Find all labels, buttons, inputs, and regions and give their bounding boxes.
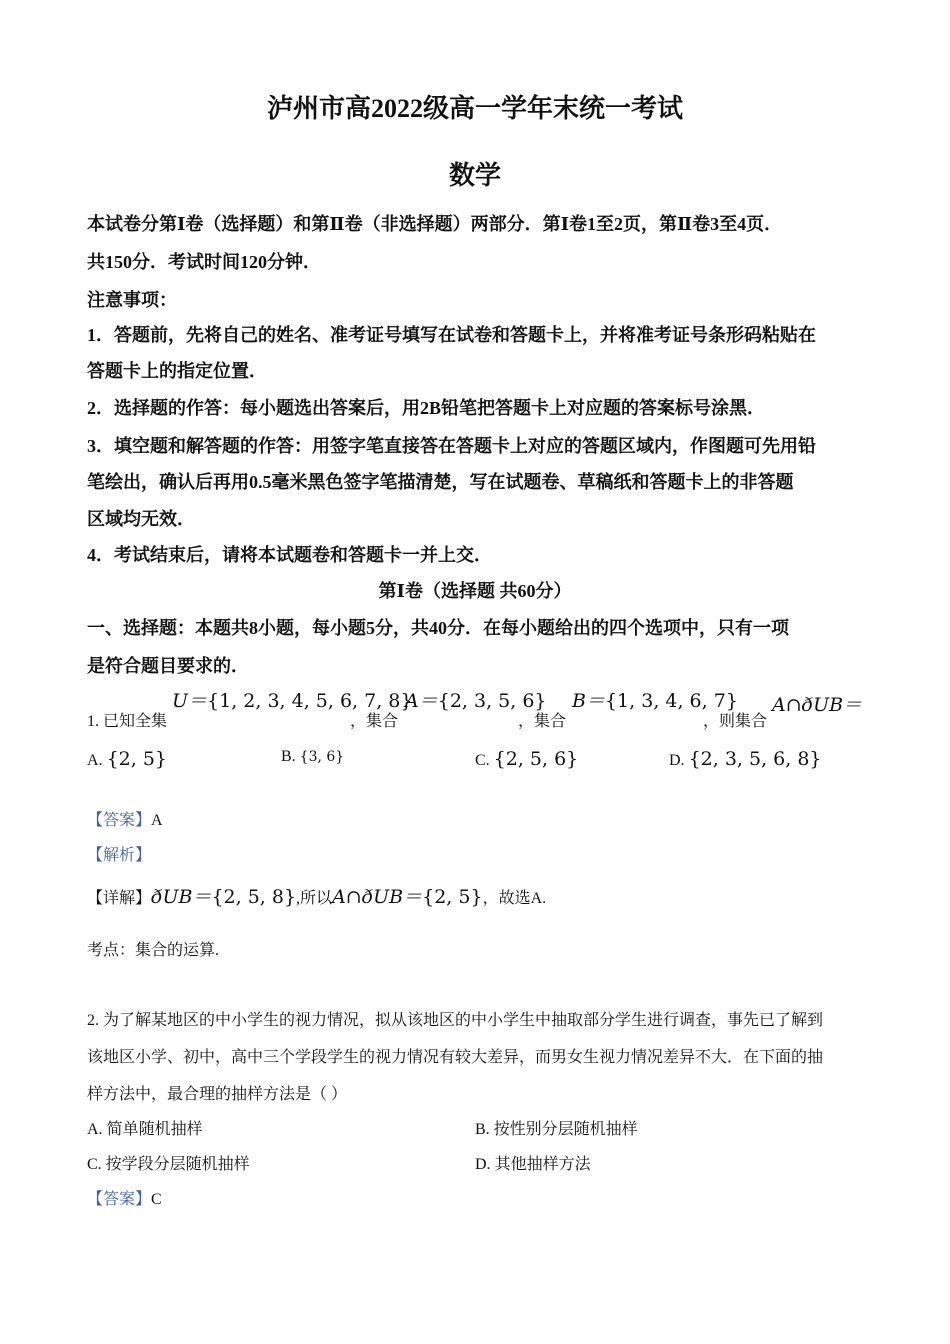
q1-sep-2: ，集合 [518,713,567,730]
q1-option-label: C. [475,752,490,769]
q2-option-label: A. [87,1121,103,1138]
q1-answer [87,807,163,830]
q2-option-label: D. [475,1156,491,1173]
q1-option-value: {2, 5} [106,748,167,770]
notice-line: 4．考试结束后，请将本试题卷和答题卡一并上交． [87,545,492,565]
q1-note: 考点：集合的运算. [87,942,220,959]
q2-option-b [475,1116,638,1139]
notice-line: 1．答题前，先将自己的姓名、准考证号填写在试卷和答题卡上，并将准考证号条形码粘贴在 [87,325,816,345]
detail-tag: 【详解】 [87,890,152,907]
q1-option-value: {2, 3, 5, 6, 8} [688,748,822,770]
q1-b-expr: B＝ [572,690,605,712]
q1-ask-expr: A∩ðUB＝ [772,694,863,716]
part-one-line-1: 一、选择题：本题共8小题，每小题5分，共40分．在每小题给出的四个选项中，只有一项 [87,618,789,638]
subject-title: 数学 [448,161,501,190]
q1-option-c [475,748,578,770]
part-one-line-2: 是符合题目要求的． [87,656,249,676]
detail-expr-1: ðUB＝ [151,886,212,908]
q1-option-value: {3, 6} [299,749,345,765]
q2-option-value: 按性别分层随机抽样 [493,1121,638,1138]
q1-option-label: D. [669,752,685,769]
q2-option-label: C. [87,1156,102,1173]
intro-line-2: 共150分．考试时间120分钟． [87,252,321,272]
intro-line-1: 本试卷分第Ⅰ卷（选择题）和第Ⅱ卷（非选择题）两部分．第Ⅰ卷1至2页，第Ⅱ卷3至4页． [87,214,783,234]
q1-b-set: {1, 3, 4, 6, 7} [604,690,738,712]
q2-option-value: 按学段分层随机抽样 [105,1156,250,1173]
answer-value: A [151,812,163,829]
detail-set-2: {2, 5} [422,886,483,908]
detail-mid: ,所以 [296,890,333,907]
q1-option-value: {2, 5, 6} [493,748,579,770]
detail-end: ，故选A. [482,890,547,907]
notice-line: 笔绘出，确认后再用0.5毫米黑色签字笔描清楚，写在试题卷、草稿纸和答题卡上的非答题 [87,472,794,492]
q2-option-d [475,1151,591,1174]
q1-analysis-tag: 【解析】 [87,847,152,864]
answer-tag: 【答案】 [87,812,152,829]
q1-prefix: 1. 已知全集 [87,713,168,730]
notice-line: 2．选择题的作答：每小题选出答案后，用2B铅笔把答题卡上对应题的答案标号涂黑． [87,398,766,418]
q1-sep-3: ，则集合 [703,713,768,730]
q2-option-a [87,1116,203,1139]
notice-heading: 注意事项： [87,290,177,310]
q1-sep-1: ，集合 [350,713,399,730]
q1-a-set: {2, 3, 5, 6} [437,690,547,712]
q1-detail [87,882,546,909]
q1-a-expr: A＝ [405,690,438,712]
notice-line: 答题卡上的指定位置． [87,361,267,381]
q2-option-value: 其他抽样方法 [494,1156,591,1173]
q2-option-label: B. [475,1121,490,1138]
q1-option-label: A. [87,752,103,769]
q1-u-expr: U＝ [172,690,208,712]
answer-value: C [151,1191,162,1208]
q2-line: 2. 为了解某地区的中小学生的视力情况，拟从该地区的中小学生中抽取部分学生进行调查，事先已了解到 [87,1012,824,1029]
q2-answer [87,1186,162,1209]
answer-tag: 【答案】 [87,1191,152,1208]
section-title: 第Ⅰ卷（选择题 共60分） [378,581,572,601]
notice-line: 3．填空题和解答题的作答：用签字笔直接答在答题卡上对应的答题区域内，作图题可先用铅 [87,436,816,456]
notice-line: 区域均无效． [87,509,195,529]
q2-line: 样方法中，最合理的抽样方法是（ ） [87,1086,348,1103]
q1-option-b [281,748,344,766]
q1-option-a [87,748,167,770]
q2-line: 该地区小学、初中，高中三个学段学生的视力情况有较大差异，而男女生视力情况差异不大．在下面的抽 [87,1049,824,1066]
q2-option-value: 简单随机抽样 [106,1121,203,1138]
q1-option-label: B. [281,748,296,765]
q1-option-d [669,748,822,770]
detail-set-1: {2, 5, 8} [211,886,297,908]
q2-option-c [87,1151,250,1174]
exam-title: 泸州市高2022级高一学年末统一考试 [266,94,683,123]
q1-u-set: {1, 2, 3, 4, 5, 6, 7, 8} [207,690,413,712]
detail-expr-2: A∩ðUB＝ [332,886,423,908]
